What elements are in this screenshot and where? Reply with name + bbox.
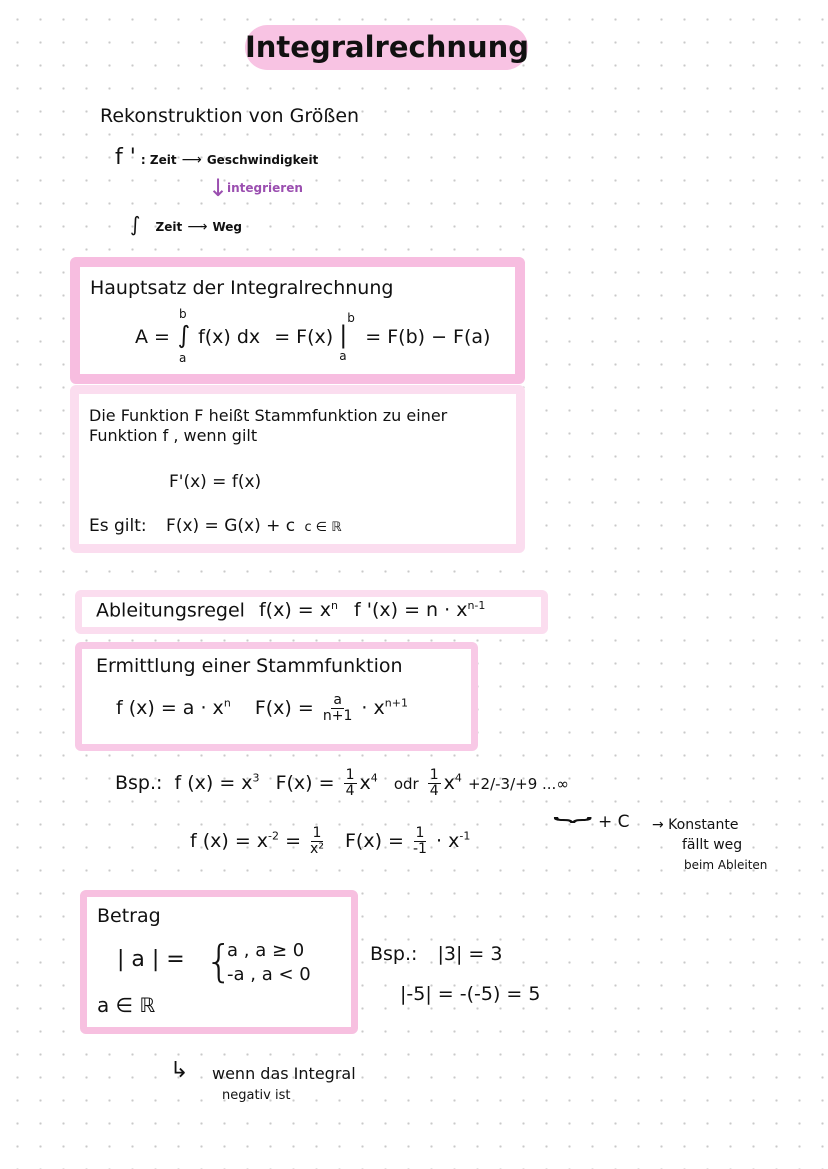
definition-line-2: Funktion f , wenn gilt	[89, 426, 258, 445]
betrag-box	[80, 890, 358, 1034]
from-label: Zeit	[155, 220, 183, 234]
constant-condition: c ∈ ℝ	[304, 520, 342, 535]
brace-icon: ⏟	[553, 792, 593, 822]
function: f(x) = x	[258, 599, 331, 622]
note-line-1: wenn das Integral	[212, 1064, 356, 1083]
lower-bound: a	[179, 351, 187, 365]
antiderivative: = F(x)	[274, 326, 334, 348]
exponent: n+1	[384, 696, 408, 710]
reconstruction-row-1	[115, 145, 318, 170]
example-label: Bsp.:	[370, 943, 418, 965]
example-row-1	[115, 768, 569, 799]
antiderivative: F(x) =	[344, 830, 404, 852]
tail: x	[359, 772, 371, 794]
constants: +2/-3/+9 ...∞	[467, 775, 569, 793]
integrate-label: integrieren	[227, 181, 303, 195]
f-prime-symbol: f '	[115, 145, 136, 170]
antiderivative: F(x) =	[275, 772, 335, 794]
denominator: -1	[413, 841, 427, 857]
es-gilt-label: Es gilt:	[89, 516, 147, 536]
reconstruction-row-2	[130, 212, 242, 236]
upper-bound: b	[179, 307, 187, 321]
to-label: Weg	[212, 220, 243, 234]
lower-bound: a	[339, 349, 347, 363]
exponent: -2	[268, 829, 280, 843]
lhs: A =	[135, 326, 170, 348]
fraction	[344, 768, 357, 799]
note-line: fällt weg	[682, 837, 743, 853]
definition-line-1: Die Funktion F heißt Stammfunktion zu einer	[89, 406, 448, 425]
exponent: n-1	[467, 599, 486, 612]
fraction	[428, 768, 441, 799]
ermittlung-heading: Ermittlung einer Stammfunktion	[96, 655, 403, 677]
ableitungsregel-box	[75, 590, 548, 634]
abs-lhs: | a | =	[117, 947, 185, 972]
numerator: 1	[415, 825, 425, 841]
example-row-2	[190, 826, 470, 857]
tail: · x	[361, 697, 385, 719]
example-value: |3| = 3	[437, 943, 503, 965]
denominator: 4	[345, 783, 355, 799]
plus-c: + C	[598, 812, 630, 832]
ableitungsregel-row	[96, 599, 485, 621]
exponent: -1	[459, 829, 471, 843]
or-label: odr	[393, 775, 419, 793]
page-title: Integralrechnung	[245, 25, 528, 70]
exponent: 3	[252, 771, 260, 785]
function: f (x) = a · x	[116, 697, 224, 719]
numerator: a	[333, 692, 342, 708]
abs-example-2: |-5| = -(-5) = 5	[400, 983, 541, 1005]
antiderivative: F(x) =	[254, 697, 314, 719]
case-positive: a , a ≥ 0	[227, 940, 305, 961]
from-label: : Zeit	[140, 153, 177, 167]
cases	[227, 939, 311, 987]
equals: =	[285, 830, 301, 852]
stammfunktion-box	[70, 385, 525, 553]
fraction	[323, 693, 353, 724]
fraction	[413, 826, 427, 857]
brace-icon: {	[205, 936, 233, 987]
denominator: n+1	[322, 708, 353, 724]
note-line: → Konstante	[652, 817, 739, 833]
abs-example-1	[370, 943, 502, 965]
return-arrow-icon: ↳	[170, 1058, 189, 1083]
denominator: 4	[429, 783, 439, 799]
derivative-formula: F'(x) = f(x)	[169, 472, 262, 492]
note-line-2: negativ ist	[222, 1088, 291, 1103]
arrow-down-icon: ↓	[208, 174, 229, 202]
domain: a ∈ ℝ	[97, 993, 156, 1017]
section-heading-reconstruction: Rekonstruktion von Größen	[100, 105, 360, 127]
ermittlung-box	[75, 642, 478, 751]
exponent: n	[223, 696, 231, 710]
integrand: f(x) dx	[198, 326, 261, 348]
rhs: = F(b) − F(a)	[365, 326, 491, 348]
function: f (x) = x	[174, 772, 253, 794]
note-line: beim Ableiten	[684, 858, 768, 872]
to-label: Geschwindigkeit	[206, 153, 319, 167]
tail: x	[443, 772, 455, 794]
arrow-right-icon: ⟶	[187, 219, 208, 235]
es-gilt-row	[89, 516, 342, 536]
rule-label: Ableitungsregel	[96, 599, 245, 622]
example-label: Bsp.:	[115, 772, 163, 794]
constant-note	[652, 815, 767, 875]
exponent: 4	[370, 771, 378, 785]
numerator: 1	[345, 767, 355, 783]
arrow-right-icon: ⟶	[181, 152, 202, 168]
numerator: 1	[429, 767, 439, 783]
hauptsatz-heading: Hauptsatz der Integralrechnung	[90, 277, 394, 299]
exponent: 4	[454, 771, 462, 785]
upper-bound: b	[347, 311, 355, 325]
hauptsatz-formula: A = ∫ b a f(x) dx = F(x) | b a = F(b) − F(a)	[135, 307, 491, 365]
case-negative: -a , a < 0	[227, 964, 311, 985]
derivative: f '(x) = n · x	[354, 599, 468, 622]
betrag-heading: Betrag	[97, 905, 161, 927]
integral-symbol: ∫	[130, 212, 141, 236]
function: f (x) = x	[190, 830, 269, 852]
es-gilt-formula: F(x) = G(x) + c	[166, 516, 296, 536]
fraction	[310, 826, 324, 857]
denominator: x²	[310, 841, 324, 857]
ermittlung-formula	[116, 693, 408, 724]
numerator: 1	[312, 825, 322, 841]
exponent: n	[330, 599, 338, 612]
hauptsatz-box	[70, 257, 525, 384]
tail: · x	[436, 830, 460, 852]
